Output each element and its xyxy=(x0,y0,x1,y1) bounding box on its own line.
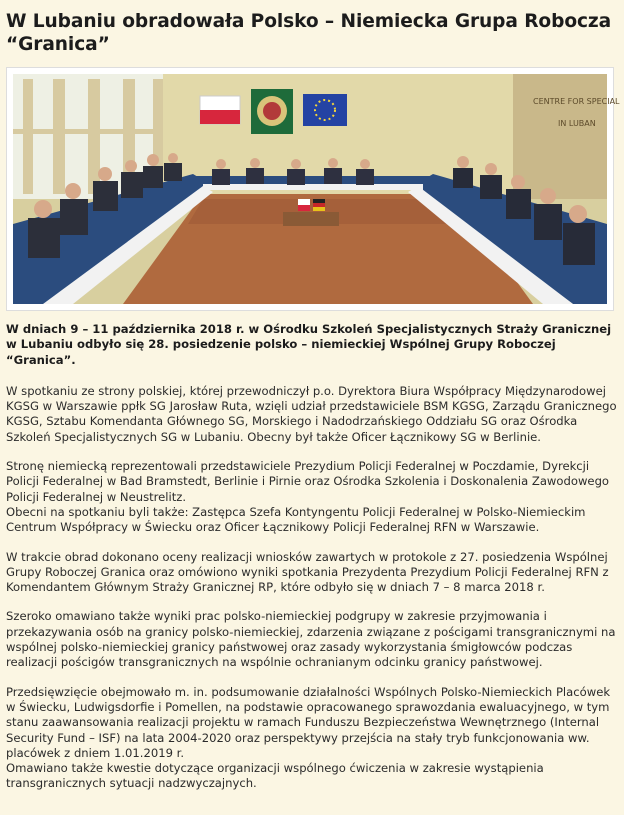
article-paragraph: Stronę niemiecką reprezentowali przedstawiciele Prezydium Policji Federalnej w Poczdamie, Dyrekcji Policji Federalnej w Bad Bramstedt, Berlinie i Pirnie oraz Ośrodka Szkolenia i Doskonalenia Zawodowego Policji Federalnej w Neustrelitz. Obecni na spotkaniu byli także: Zastępca Szefa Kontyngentu Policji Federalnej w Polsko-Niemieckim Centrum Współpracy w Świecku oraz Oficer Łącznikowy Policji Federalnej RFN w Warszawie. xyxy=(6,459,610,535)
article-paragraph: Szeroko omawiano także wyniki prac polsko-niemieckiej podgrupy w zakresie przyjmowania i przekazywania osób na granicy polsko-niemieckiej, zdarzenia związane z pościgami transgranicznymi na wspólnej polsko-niemieckiej granicy państwowej oraz zasady wykorzystania śmigłowców podczas realizacji pościgów transgranicznych na wspólnie ochranianym odcinku granicy państwowej. xyxy=(6,609,616,670)
article-paragraph: W spotkaniu ze strony polskiej, której przewodniczył p.o. Dyrektora Biura Współpracy Międzynarodowej KGSG w Warszawie ppłk SG Jarosław Ruta, wzięli udział przedstawiciele BSM KGSG, Zarządu Granicznego KGSG, Sztabu Komendanta Głównego SG, Morskiego i Nadodrzańskiego Oddziału SG oraz Ośrodka Szkoleń Specjalistycznych SG w Lubaniu. Obecny był także Oficer Łącznikowy SG w Berlinie. xyxy=(6,383,617,444)
wall-sign-line-2: IN LUBAN xyxy=(558,119,596,128)
article-paragraph: Przedsięwzięcie obejmowało m. in. podsumowanie działalności Wspólnych Polsko-Niemieckich Placówek w Świecku, Ludwigsdorfie i Pomellen, na podstawie opracowanego sprawozdania ewaluacyjnego, w tym stanu zaawansowania realizacji projektu w ramach Funduszu Bezpieczeństwa Wewnętrznego (Internal Security Fund – ISF) na lata 2004-2020 oraz perspektywy przejścia na stały tryb funkcjonowania ww. placówek z dniem 1.01.2019 r. Omawiano także kwestie dotyczące organizacji wspólnego ćwiczenia w zakresie wystąpienia transgranicznych sytuacji nadzwyczajnych. xyxy=(6,684,611,791)
wall-sign-line-1: CENTRE FOR SPECIAL xyxy=(533,97,620,106)
meeting-photo xyxy=(13,74,620,304)
article-photo xyxy=(6,67,620,311)
article-lead: W dniach 9 – 11 października 2018 r. w Ośrodku Szkoleń Specjalistycznych Straży Granicznej w Lubaniu odbyło się 28. posiedzenie polsko – niemieckiej Wspólnej Grupy Roboczej “Granica”. xyxy=(6,322,612,367)
article-body xyxy=(6,322,618,792)
article-paragraph: W trakcie obrad dokonano oceny realizacji wniosków zawartych w protokole z 27. posiedzenia Wspólnej Grupy Roboczej Granica oraz omówiono wyniki spotkania Prezydenta Prezydium Policji Federalnej RFN z Komendantem Głównym Straży Granicznej RP, które odbyło się w dniach 7 – 8 marca 2018 r. xyxy=(6,549,609,595)
article-title: W Lubaniu obradowała Polsko – Niemiecka Grupa Robocza “Granica” xyxy=(6,11,612,55)
